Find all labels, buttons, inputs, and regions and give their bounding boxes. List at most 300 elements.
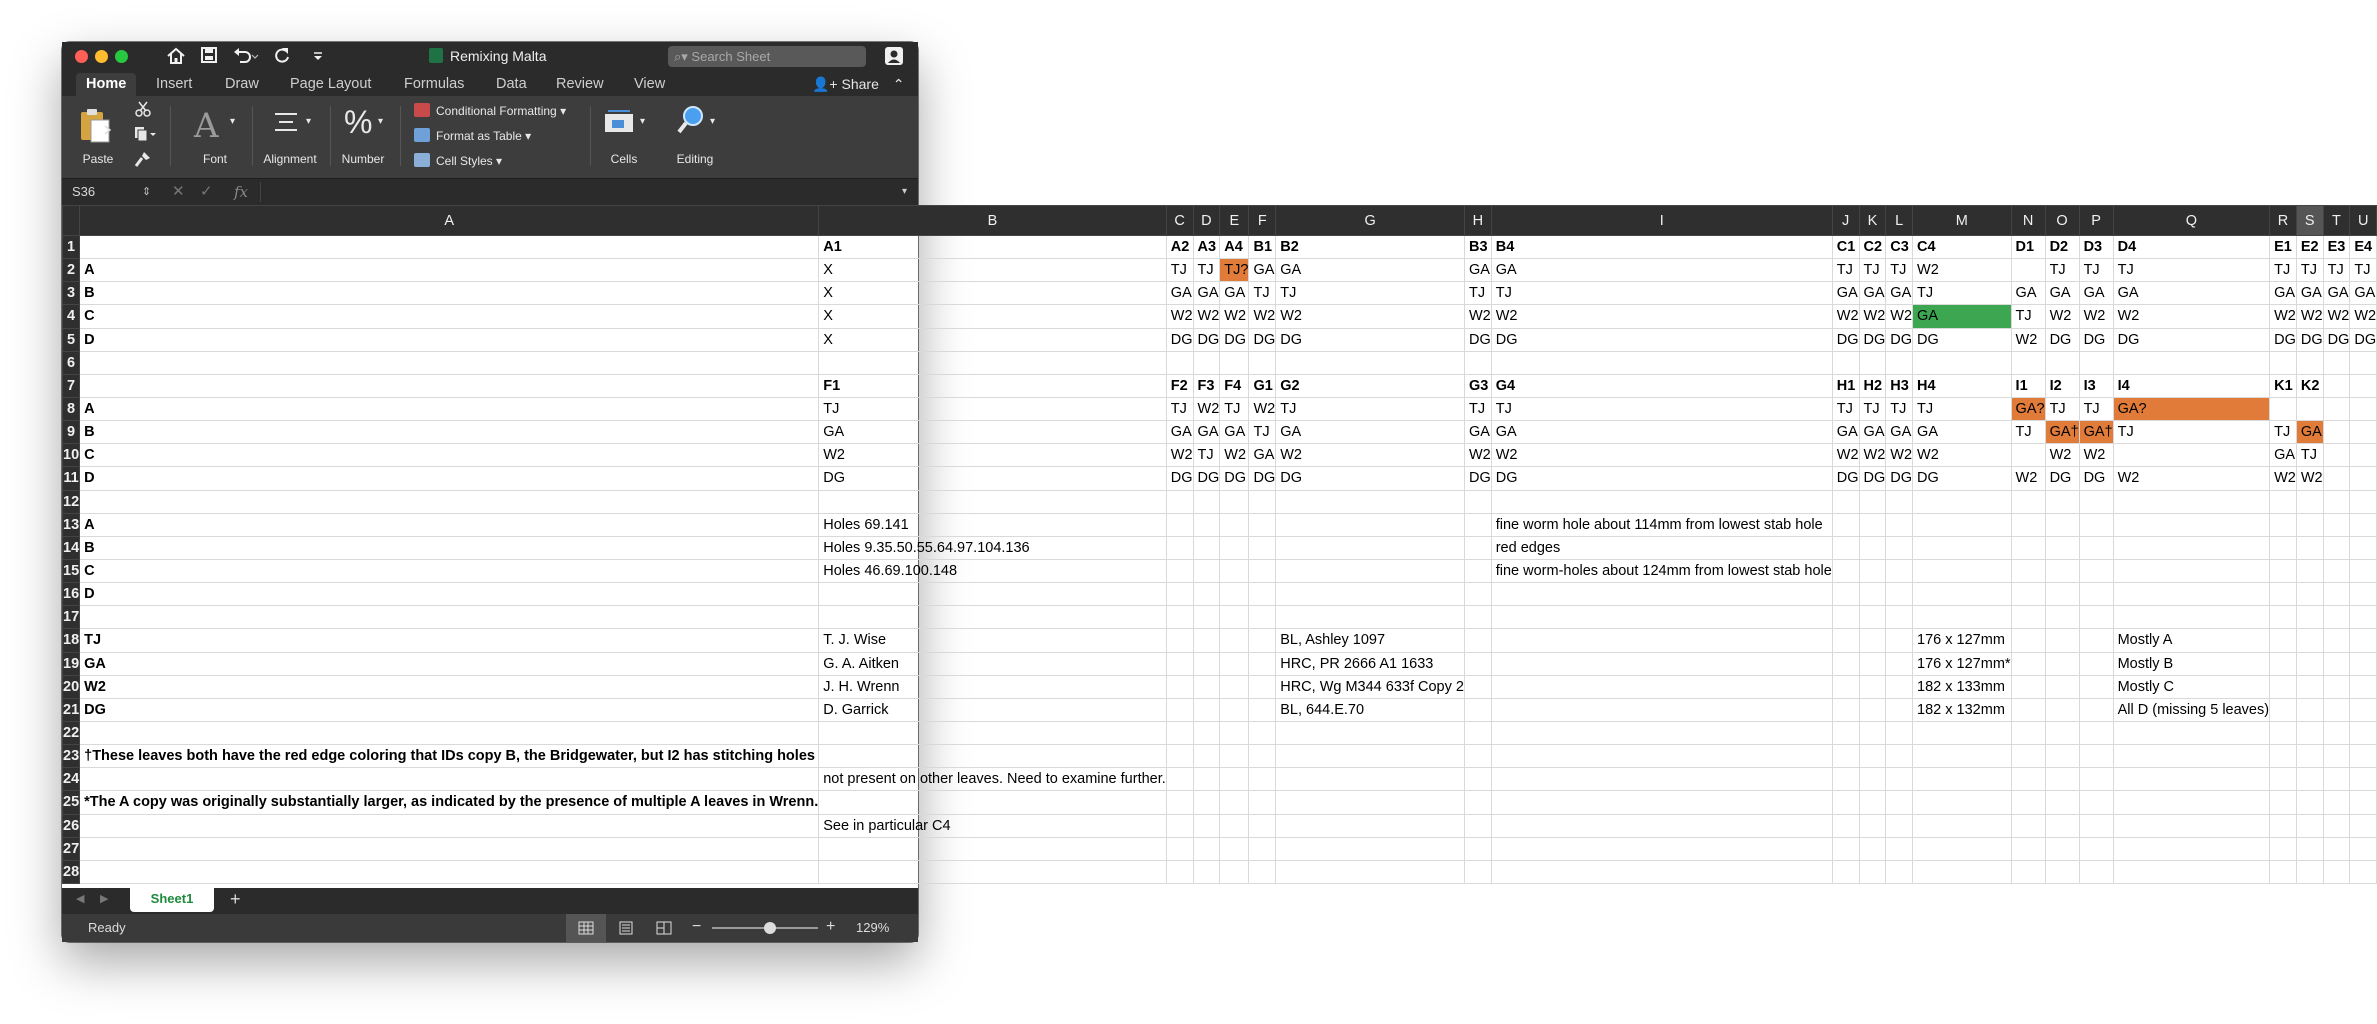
row-header[interactable]: 28 bbox=[63, 860, 80, 883]
cell[interactable] bbox=[1276, 606, 1465, 629]
cell[interactable]: W2 bbox=[1166, 444, 1193, 467]
cell[interactable] bbox=[1832, 559, 1859, 582]
column-header-m[interactable]: M bbox=[1913, 206, 2012, 236]
tab-draw[interactable]: Draw bbox=[225, 76, 259, 92]
cell[interactable] bbox=[2011, 814, 2045, 837]
cell[interactable] bbox=[1193, 606, 1220, 629]
cell[interactable]: E3 bbox=[2323, 236, 2350, 259]
cell[interactable] bbox=[1886, 513, 1913, 536]
column-header-l[interactable]: L bbox=[1886, 206, 1913, 236]
cell[interactable] bbox=[1220, 675, 1249, 698]
cell[interactable]: Mostly A bbox=[2113, 629, 2270, 652]
cell[interactable] bbox=[2079, 490, 2113, 513]
cell[interactable]: W2 bbox=[1859, 444, 1886, 467]
cell[interactable]: DG bbox=[1859, 467, 1886, 490]
cell[interactable]: GA bbox=[1193, 421, 1220, 444]
copy-icon[interactable] bbox=[134, 126, 156, 145]
cell[interactable]: I3 bbox=[2079, 374, 2113, 397]
cell[interactable] bbox=[1859, 721, 1886, 744]
cell[interactable]: GA bbox=[2350, 282, 2377, 305]
cell[interactable] bbox=[1491, 768, 1832, 791]
cell[interactable] bbox=[2045, 652, 2079, 675]
cell[interactable] bbox=[1913, 583, 2012, 606]
cell[interactable] bbox=[1220, 583, 1249, 606]
cell[interactable]: B3 bbox=[1464, 236, 1491, 259]
row-header[interactable]: 15 bbox=[63, 559, 80, 582]
cell[interactable] bbox=[1832, 629, 1859, 652]
cell[interactable] bbox=[2350, 698, 2377, 721]
cell[interactable] bbox=[1166, 513, 1193, 536]
cell[interactable]: W2 bbox=[1832, 305, 1859, 328]
cell[interactable] bbox=[1166, 791, 1193, 814]
column-header-c[interactable]: C bbox=[1166, 206, 1193, 236]
cell[interactable] bbox=[1193, 837, 1220, 860]
column-header-f[interactable]: F bbox=[1249, 206, 1276, 236]
cell[interactable] bbox=[1859, 513, 1886, 536]
cell[interactable]: F3 bbox=[1193, 374, 1220, 397]
minimize-window-button[interactable] bbox=[95, 50, 108, 63]
column-header-o[interactable]: O bbox=[2045, 206, 2079, 236]
cell[interactable] bbox=[2296, 513, 2323, 536]
cell[interactable]: W2 bbox=[2113, 467, 2270, 490]
cell[interactable] bbox=[1491, 745, 1832, 768]
cell[interactable]: TJ bbox=[1491, 397, 1832, 420]
cell[interactable] bbox=[2011, 745, 2045, 768]
cell[interactable]: *The A copy was originally substantially larger, as indicated by the presence of multiple A leaves in Wrenn. bbox=[80, 791, 819, 814]
cell[interactable] bbox=[2350, 374, 2377, 397]
cell[interactable] bbox=[1249, 606, 1276, 629]
cell[interactable]: W2 bbox=[2350, 305, 2377, 328]
font-group[interactable] bbox=[180, 96, 250, 178]
cell[interactable] bbox=[1166, 629, 1193, 652]
cell[interactable]: TJ bbox=[1913, 397, 2012, 420]
cell[interactable] bbox=[2045, 698, 2079, 721]
cell[interactable]: W2 bbox=[2270, 305, 2297, 328]
cell[interactable]: GA bbox=[1276, 421, 1465, 444]
cell[interactable] bbox=[2045, 721, 2079, 744]
cell[interactable]: Holes 46.69.100.148 bbox=[819, 559, 1167, 582]
cell[interactable]: GA? bbox=[2113, 397, 2270, 420]
cell[interactable] bbox=[2045, 559, 2079, 582]
cell[interactable]: 182 x 132mm bbox=[1913, 698, 2012, 721]
cell[interactable] bbox=[2270, 860, 2297, 883]
cell[interactable] bbox=[2323, 536, 2350, 559]
row-header[interactable]: 25 bbox=[63, 791, 80, 814]
cell[interactable]: A4 bbox=[1220, 236, 1249, 259]
cell[interactable]: DG bbox=[1166, 328, 1193, 351]
cell[interactable] bbox=[1276, 791, 1465, 814]
cell[interactable]: W2 bbox=[1166, 305, 1193, 328]
cell[interactable] bbox=[1220, 513, 1249, 536]
cell[interactable] bbox=[1886, 629, 1913, 652]
cell[interactable]: TJ bbox=[1464, 397, 1491, 420]
cell[interactable] bbox=[2296, 814, 2323, 837]
cell[interactable] bbox=[2296, 583, 2323, 606]
cell[interactable] bbox=[1491, 606, 1832, 629]
cell[interactable]: DG bbox=[2296, 328, 2323, 351]
cell[interactable] bbox=[1913, 721, 2012, 744]
cell[interactable]: DG bbox=[1464, 467, 1491, 490]
cell[interactable] bbox=[2113, 768, 2270, 791]
cell[interactable]: B4 bbox=[1491, 236, 1832, 259]
cell[interactable] bbox=[1886, 559, 1913, 582]
cell[interactable] bbox=[1832, 513, 1859, 536]
cell[interactable] bbox=[1913, 536, 2012, 559]
cell[interactable] bbox=[1249, 583, 1276, 606]
cell[interactable] bbox=[2079, 791, 2113, 814]
cell[interactable]: DG bbox=[1249, 328, 1276, 351]
cell[interactable] bbox=[2323, 721, 2350, 744]
cell[interactable]: TJ bbox=[2323, 259, 2350, 282]
cell[interactable]: DG bbox=[80, 698, 819, 721]
cell[interactable] bbox=[1193, 791, 1220, 814]
cell[interactable] bbox=[1832, 698, 1859, 721]
cell[interactable] bbox=[1249, 536, 1276, 559]
cell[interactable]: GA bbox=[1220, 282, 1249, 305]
cell[interactable] bbox=[1886, 721, 1913, 744]
cell[interactable] bbox=[80, 860, 819, 883]
cell[interactable] bbox=[2270, 351, 2297, 374]
row-header[interactable]: 4 bbox=[63, 305, 80, 328]
cell[interactable] bbox=[2079, 698, 2113, 721]
cell[interactable]: C bbox=[80, 305, 819, 328]
cell[interactable]: TJ bbox=[1166, 259, 1193, 282]
cell[interactable] bbox=[2350, 629, 2377, 652]
scroll-tabs-right-icon[interactable]: ▶ bbox=[100, 893, 109, 905]
cell[interactable] bbox=[2270, 745, 2297, 768]
select-all-corner[interactable] bbox=[63, 206, 80, 236]
share-button[interactable] bbox=[812, 73, 904, 96]
cell[interactable] bbox=[1464, 351, 1491, 374]
cell[interactable] bbox=[1249, 837, 1276, 860]
cell[interactable]: DG bbox=[1913, 328, 2012, 351]
cell[interactable] bbox=[2045, 745, 2079, 768]
cell[interactable] bbox=[1859, 698, 1886, 721]
cell[interactable]: TJ bbox=[2113, 421, 2270, 444]
cell[interactable] bbox=[1166, 351, 1193, 374]
cell[interactable]: DG bbox=[2350, 328, 2377, 351]
column-header-t[interactable]: T bbox=[2323, 206, 2350, 236]
cell[interactable] bbox=[1886, 536, 1913, 559]
column-header-i[interactable]: I bbox=[1491, 206, 1832, 236]
cell[interactable] bbox=[1166, 698, 1193, 721]
cell[interactable]: W2 bbox=[819, 444, 1167, 467]
cell[interactable] bbox=[2350, 814, 2377, 837]
cell[interactable] bbox=[2045, 629, 2079, 652]
cell[interactable]: DG bbox=[2113, 328, 2270, 351]
cell[interactable] bbox=[1832, 791, 1859, 814]
normal-view-button[interactable] bbox=[566, 914, 606, 942]
cell[interactable] bbox=[1220, 860, 1249, 883]
cell[interactable] bbox=[1886, 745, 1913, 768]
cell[interactable]: TJ bbox=[2079, 259, 2113, 282]
cell[interactable]: not present on other leaves. Need to examine further. bbox=[819, 768, 1167, 791]
cell[interactable]: TJ bbox=[2045, 259, 2079, 282]
cell[interactable] bbox=[1276, 351, 1465, 374]
formula-input[interactable] bbox=[260, 182, 900, 202]
cell[interactable]: C4 bbox=[1913, 236, 2012, 259]
cell[interactable] bbox=[2350, 652, 2377, 675]
cell[interactable] bbox=[819, 860, 1167, 883]
cell-styles-button[interactable]: Cell Styles ▾ bbox=[414, 151, 502, 171]
cell[interactable]: G3 bbox=[1464, 374, 1491, 397]
cell[interactable]: TJ bbox=[2045, 397, 2079, 420]
cell[interactable] bbox=[2045, 513, 2079, 536]
row-header[interactable]: 18 bbox=[63, 629, 80, 652]
cell[interactable] bbox=[2270, 513, 2297, 536]
cell[interactable]: TJ bbox=[2011, 305, 2045, 328]
cell[interactable] bbox=[1886, 490, 1913, 513]
cell[interactable]: D bbox=[80, 583, 819, 606]
cell[interactable] bbox=[1859, 675, 1886, 698]
row-header[interactable]: 17 bbox=[63, 606, 80, 629]
cell[interactable] bbox=[2079, 745, 2113, 768]
cell[interactable]: TJ bbox=[1276, 397, 1465, 420]
cell[interactable] bbox=[2113, 791, 2270, 814]
cell[interactable]: TJ bbox=[1464, 282, 1491, 305]
cell[interactable]: TJ bbox=[1913, 282, 2012, 305]
cell[interactable] bbox=[2323, 860, 2350, 883]
cell[interactable]: W2 bbox=[1859, 305, 1886, 328]
cell[interactable] bbox=[1249, 721, 1276, 744]
cell[interactable] bbox=[1859, 536, 1886, 559]
row-header[interactable]: 14 bbox=[63, 536, 80, 559]
cell[interactable] bbox=[2350, 768, 2377, 791]
cell[interactable]: DG bbox=[2079, 467, 2113, 490]
cell[interactable] bbox=[1276, 745, 1465, 768]
cell[interactable]: W2 bbox=[1491, 444, 1832, 467]
row-header[interactable]: 8 bbox=[63, 397, 80, 420]
cell[interactable]: †These leaves both have the red edge coloring that IDs copy B, the Bridgewater, but I2 has stitching holes bbox=[80, 745, 819, 768]
cell[interactable] bbox=[1166, 606, 1193, 629]
cell[interactable]: K2 bbox=[2296, 374, 2323, 397]
cell[interactable] bbox=[2323, 559, 2350, 582]
cell[interactable] bbox=[2045, 583, 2079, 606]
paste-button[interactable] bbox=[78, 106, 114, 147]
cell[interactable] bbox=[2079, 837, 2113, 860]
column-header-r[interactable]: R bbox=[2270, 206, 2297, 236]
cell[interactable] bbox=[1491, 629, 1832, 652]
cell[interactable]: GA bbox=[819, 421, 1167, 444]
cell[interactable] bbox=[1491, 675, 1832, 698]
cell[interactable] bbox=[1859, 745, 1886, 768]
row-header[interactable]: 10 bbox=[63, 444, 80, 467]
cell[interactable] bbox=[1886, 652, 1913, 675]
cell[interactable]: GA bbox=[1886, 421, 1913, 444]
cell[interactable]: I2 bbox=[2045, 374, 2079, 397]
row-header[interactable]: 2 bbox=[63, 259, 80, 282]
cell[interactable]: B2 bbox=[1276, 236, 1465, 259]
cell[interactable] bbox=[2323, 698, 2350, 721]
cell[interactable]: W2 bbox=[2296, 467, 2323, 490]
cell[interactable] bbox=[2296, 721, 2323, 744]
cut-icon[interactable] bbox=[134, 100, 152, 121]
cell[interactable] bbox=[1491, 652, 1832, 675]
row-header[interactable]: 12 bbox=[63, 490, 80, 513]
cell[interactable] bbox=[1913, 513, 2012, 536]
cell[interactable] bbox=[1464, 559, 1491, 582]
cell[interactable] bbox=[2323, 467, 2350, 490]
cell[interactable] bbox=[2011, 791, 2045, 814]
cell[interactable] bbox=[2270, 652, 2297, 675]
cell[interactable] bbox=[2296, 629, 2323, 652]
alignment-group[interactable] bbox=[254, 96, 326, 178]
cell[interactable]: DG bbox=[1832, 328, 1859, 351]
tab-view[interactable]: View bbox=[634, 76, 666, 92]
cell[interactable] bbox=[1464, 513, 1491, 536]
cell[interactable]: GA bbox=[1193, 282, 1220, 305]
cell[interactable] bbox=[2296, 768, 2323, 791]
cell[interactable]: T. J. Wise bbox=[819, 629, 1167, 652]
cell[interactable]: GA bbox=[1491, 259, 1832, 282]
cell[interactable]: GA bbox=[1464, 421, 1491, 444]
cell[interactable] bbox=[1832, 606, 1859, 629]
cell[interactable] bbox=[1886, 814, 1913, 837]
cell[interactable] bbox=[2296, 559, 2323, 582]
cell[interactable]: D1 bbox=[2011, 236, 2045, 259]
cell[interactable]: 176 x 127mm bbox=[1913, 629, 2012, 652]
cell[interactable] bbox=[2079, 860, 2113, 883]
cell[interactable] bbox=[1220, 629, 1249, 652]
cell[interactable] bbox=[1913, 814, 2012, 837]
cell[interactable] bbox=[2270, 768, 2297, 791]
cell[interactable]: DG bbox=[1832, 467, 1859, 490]
cell[interactable] bbox=[1276, 814, 1465, 837]
cell[interactable] bbox=[2011, 606, 2045, 629]
cell[interactable] bbox=[819, 583, 1167, 606]
cell[interactable] bbox=[2270, 837, 2297, 860]
worksheet-grid[interactable] bbox=[62, 205, 2377, 888]
column-header-n[interactable]: N bbox=[2011, 206, 2045, 236]
cell[interactable] bbox=[2296, 860, 2323, 883]
cell[interactable]: W2 bbox=[2011, 467, 2045, 490]
cell[interactable]: W2 bbox=[1220, 444, 1249, 467]
cell[interactable]: GA bbox=[1166, 421, 1193, 444]
cell[interactable]: GA? bbox=[2011, 397, 2045, 420]
cell[interactable] bbox=[1913, 351, 2012, 374]
cell[interactable] bbox=[2011, 559, 2045, 582]
cell[interactable]: DG bbox=[1913, 467, 2012, 490]
cell[interactable]: TJ bbox=[2079, 397, 2113, 420]
cell[interactable]: W2 bbox=[1249, 305, 1276, 328]
cell[interactable] bbox=[819, 837, 1167, 860]
cell[interactable]: X bbox=[819, 282, 1167, 305]
cell[interactable] bbox=[2079, 814, 2113, 837]
cell[interactable]: G2 bbox=[1276, 374, 1465, 397]
expand-formula-bar-icon[interactable]: ▾ bbox=[902, 186, 908, 197]
cell[interactable]: X bbox=[819, 328, 1167, 351]
page-break-view-icon[interactable] bbox=[656, 921, 672, 935]
cell[interactable]: H3 bbox=[1886, 374, 1913, 397]
cell[interactable] bbox=[1166, 583, 1193, 606]
cell[interactable] bbox=[1193, 814, 1220, 837]
cell[interactable] bbox=[1249, 351, 1276, 374]
cell[interactable] bbox=[1249, 513, 1276, 536]
cell[interactable] bbox=[2011, 536, 2045, 559]
cell[interactable] bbox=[1832, 814, 1859, 837]
cell[interactable] bbox=[80, 236, 819, 259]
cell[interactable] bbox=[2296, 351, 2323, 374]
cell[interactable]: TJ bbox=[2270, 421, 2297, 444]
number-group[interactable] bbox=[332, 96, 394, 178]
cell[interactable]: BL, 644.E.70 bbox=[1276, 698, 1465, 721]
cells-group[interactable] bbox=[594, 96, 654, 178]
cell[interactable] bbox=[2045, 351, 2079, 374]
cell[interactable] bbox=[1886, 606, 1913, 629]
cell[interactable]: TJ bbox=[2113, 259, 2270, 282]
cell[interactable] bbox=[80, 606, 819, 629]
row-header[interactable]: 24 bbox=[63, 768, 80, 791]
zoom-slider-thumb[interactable] bbox=[764, 922, 776, 934]
cell[interactable] bbox=[1249, 791, 1276, 814]
cell[interactable]: DG bbox=[1276, 467, 1465, 490]
cell[interactable] bbox=[1193, 675, 1220, 698]
close-window-button[interactable] bbox=[75, 50, 88, 63]
cell[interactable] bbox=[2113, 814, 2270, 837]
cell[interactable]: GA bbox=[2270, 282, 2297, 305]
zoom-out-button[interactable]: − bbox=[692, 918, 702, 935]
cell[interactable]: W2 bbox=[1886, 444, 1913, 467]
cell[interactable]: C bbox=[80, 444, 819, 467]
cell[interactable] bbox=[1276, 583, 1465, 606]
cell[interactable]: W2 bbox=[80, 675, 819, 698]
name-box-stepper-icon[interactable]: ⇕ bbox=[142, 186, 152, 198]
cell[interactable] bbox=[819, 351, 1167, 374]
cell[interactable]: GA bbox=[2270, 444, 2297, 467]
cell[interactable] bbox=[1166, 675, 1193, 698]
cell[interactable] bbox=[1276, 721, 1465, 744]
cell[interactable] bbox=[2113, 837, 2270, 860]
cell[interactable]: GA bbox=[2323, 282, 2350, 305]
cell[interactable] bbox=[1166, 490, 1193, 513]
collapse-ribbon-icon[interactable]: ⌃ bbox=[892, 76, 905, 92]
cell[interactable] bbox=[819, 721, 1167, 744]
cell[interactable] bbox=[2079, 652, 2113, 675]
column-header-u[interactable]: U bbox=[2350, 206, 2377, 236]
cell[interactable] bbox=[1249, 675, 1276, 698]
cell[interactable]: DG bbox=[1193, 328, 1220, 351]
cell[interactable] bbox=[2323, 745, 2350, 768]
cell[interactable]: E1 bbox=[2270, 236, 2297, 259]
cell[interactable] bbox=[80, 351, 819, 374]
cell[interactable] bbox=[1859, 629, 1886, 652]
cell[interactable] bbox=[2323, 421, 2350, 444]
cell[interactable]: 176 x 127mm* bbox=[1913, 652, 2012, 675]
cell[interactable] bbox=[1886, 698, 1913, 721]
cell[interactable]: A bbox=[80, 259, 819, 282]
cell[interactable] bbox=[80, 837, 819, 860]
cell[interactable] bbox=[1220, 536, 1249, 559]
cell[interactable] bbox=[2079, 675, 2113, 698]
cell[interactable] bbox=[2113, 513, 2270, 536]
cell[interactable] bbox=[80, 721, 819, 744]
cell[interactable] bbox=[1193, 583, 1220, 606]
cell[interactable] bbox=[2350, 351, 2377, 374]
cell[interactable]: DG bbox=[1220, 467, 1249, 490]
cell[interactable] bbox=[1166, 745, 1193, 768]
column-header-e[interactable]: E bbox=[1220, 206, 1249, 236]
cell[interactable] bbox=[2323, 397, 2350, 420]
cell[interactable]: Holes 69.141 bbox=[819, 513, 1167, 536]
cell[interactable]: GA bbox=[1249, 259, 1276, 282]
cell[interactable] bbox=[80, 768, 819, 791]
row-header[interactable]: 11 bbox=[63, 467, 80, 490]
cell[interactable]: W2 bbox=[2270, 467, 2297, 490]
cell[interactable] bbox=[1464, 675, 1491, 698]
cell[interactable]: GA bbox=[1832, 421, 1859, 444]
cell[interactable] bbox=[1166, 721, 1193, 744]
cell[interactable] bbox=[1886, 351, 1913, 374]
